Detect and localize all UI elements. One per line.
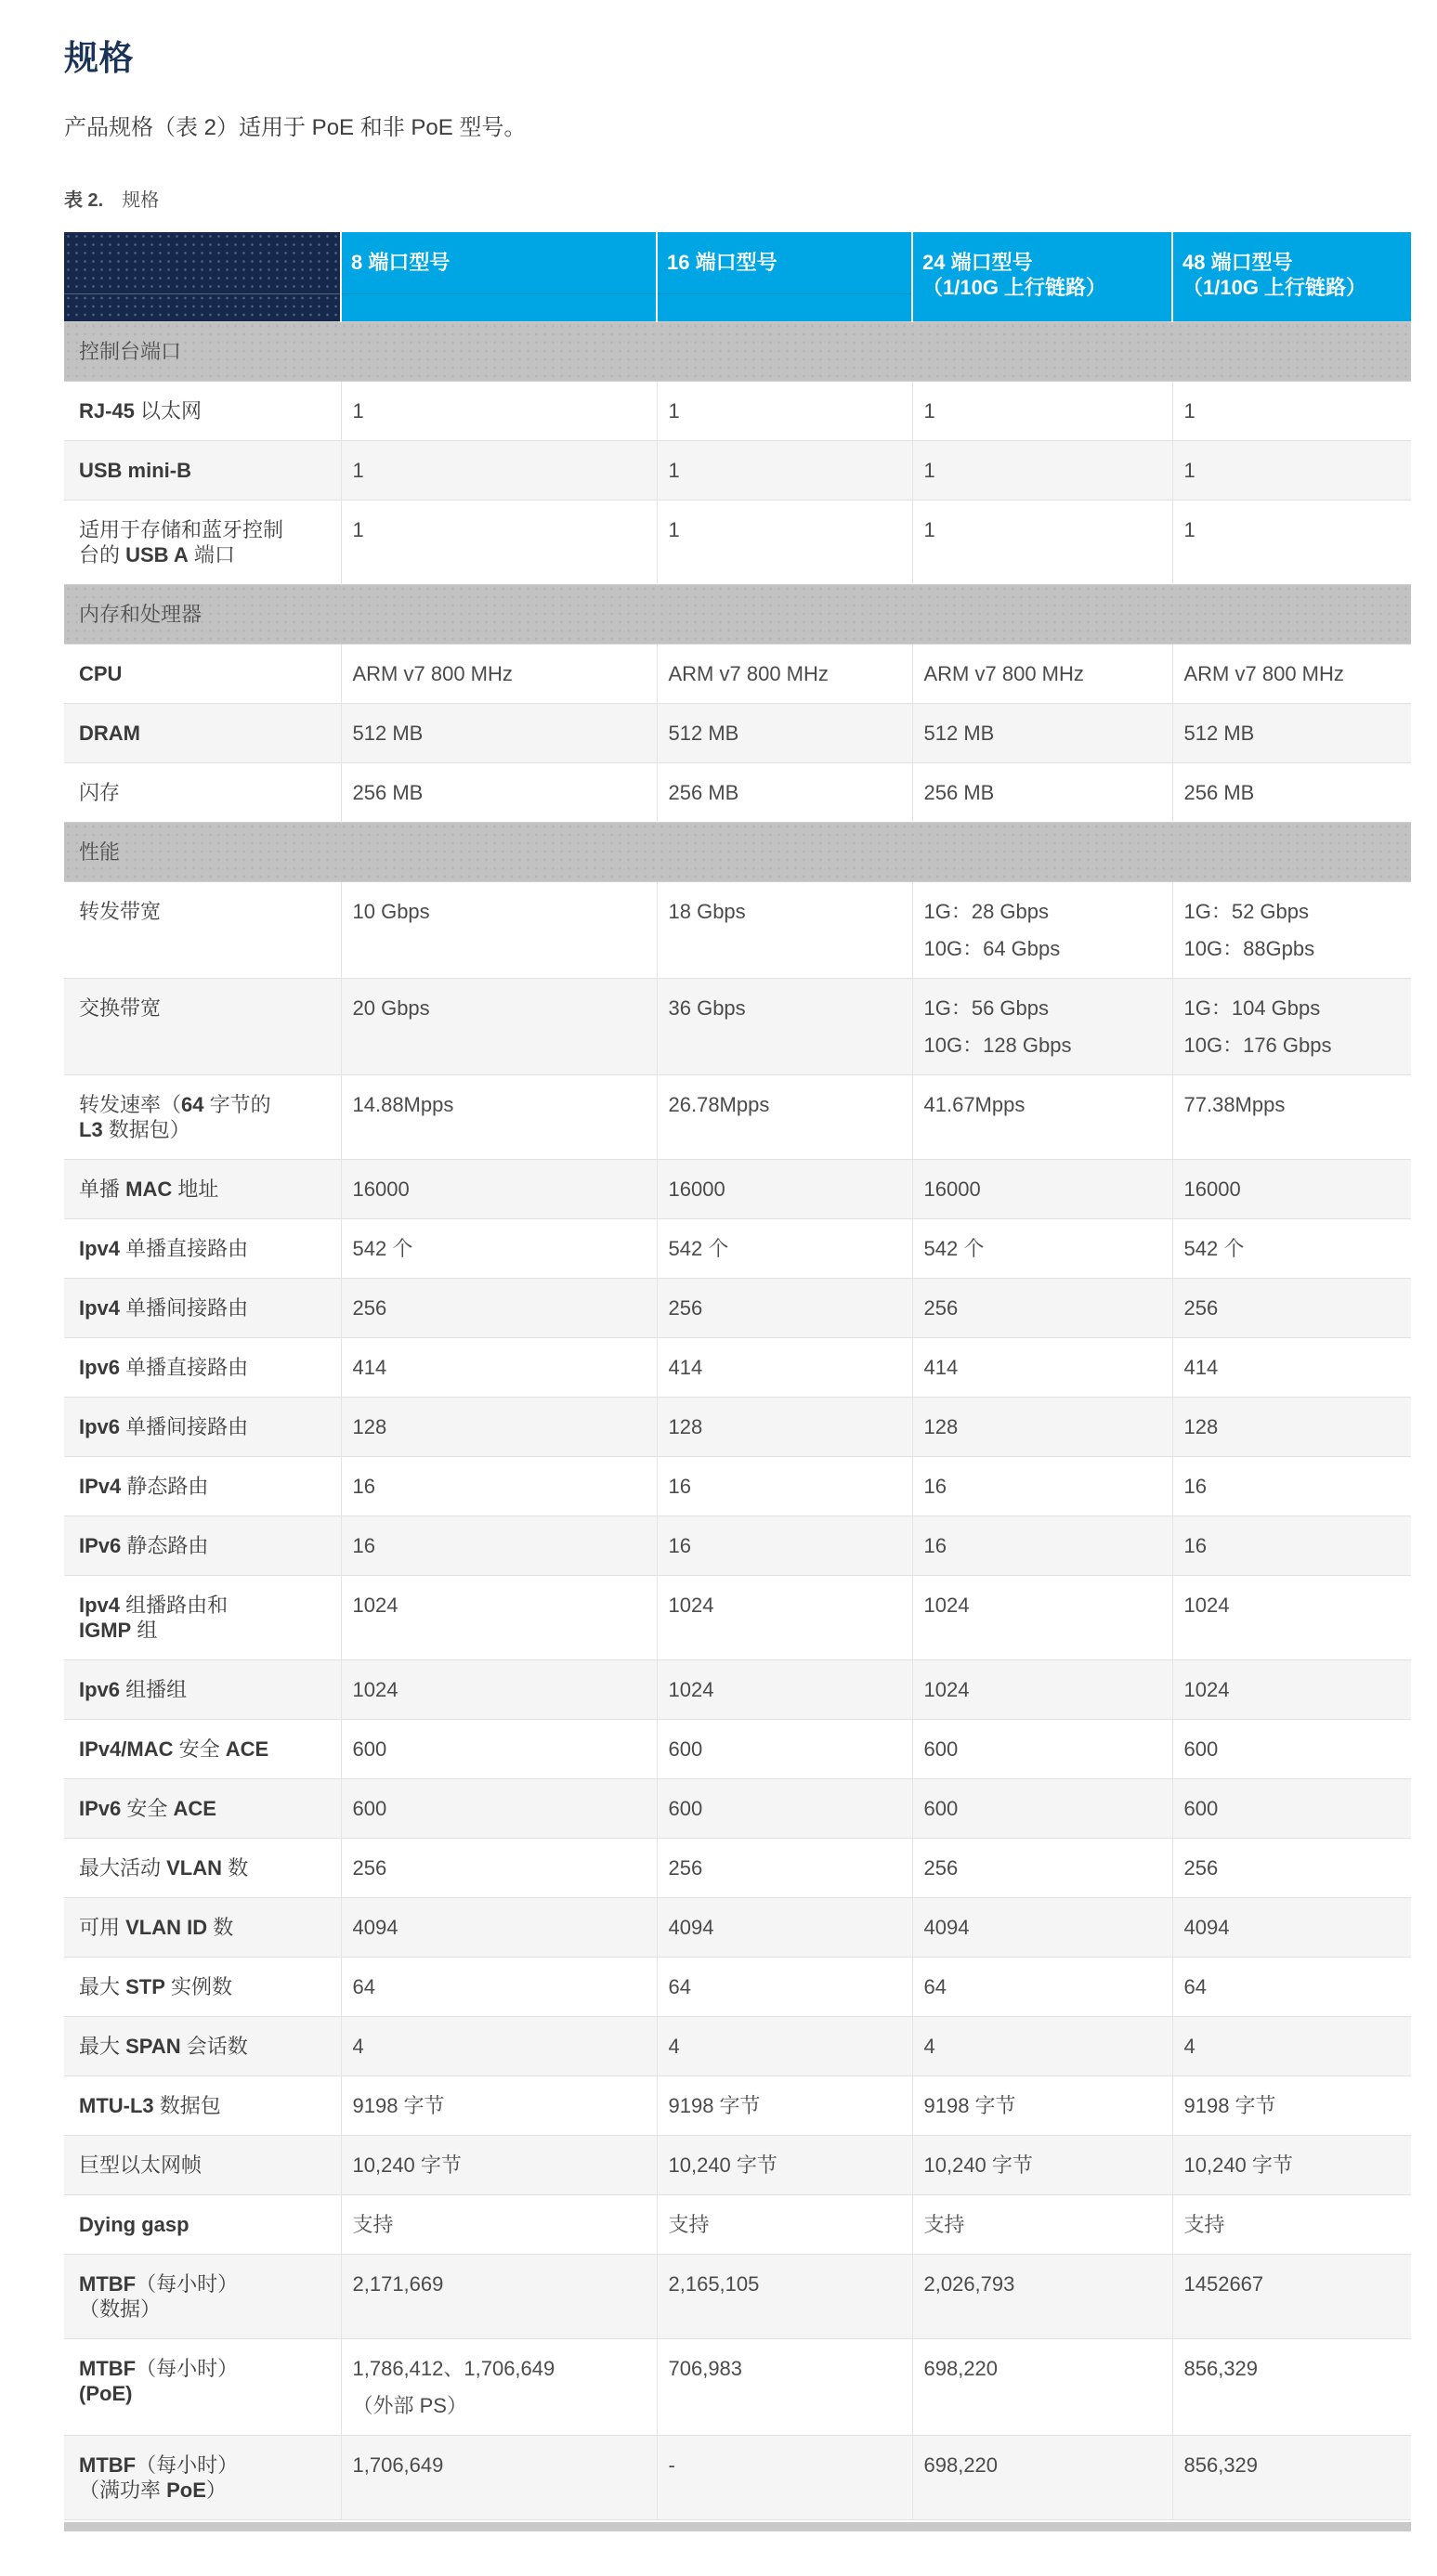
table-row [64,1516,1411,1575]
spec-value-cell: ARM v7 800 MHz [341,644,657,703]
spec-value-cell: 36 Gbps [657,978,912,1074]
spec-value-cell: 1 [1172,381,1411,440]
spec-value-cell: 10,240 字节 [341,2135,657,2194]
table-row [64,1159,1411,1218]
spec-value-cell: ARM v7 800 MHz [912,644,1172,703]
spec-value-cell: 600 [657,1778,912,1838]
table-row [64,1778,1411,1838]
spec-value-cell: 256 [657,1278,912,1337]
spec-value-cell: 512 MB [912,703,1172,762]
section-header: 控制台端口 [64,321,1411,381]
spec-value-cell: 1,706,649 [341,2435,657,2519]
spec-value-cell: 1024 [657,1659,912,1719]
spec-value-cell: 16 [341,1516,657,1575]
spec-value-cell: 1G：28 Gbps 10G：64 Gbps [912,881,1172,978]
spec-row-label: Dying gasp [64,2194,341,2254]
table-row [64,1897,1411,1957]
spec-row-label: IPv6 静态路由 [64,1516,341,1575]
table-row [64,2254,1411,2338]
spec-value-cell: 1024 [341,1659,657,1719]
spec-value-cell: 1 [912,381,1172,440]
spec-value-cell: 512 MB [657,703,912,762]
spec-value-cell: 9198 字节 [341,2075,657,2135]
spec-value-cell: 64 [912,1957,1172,2016]
section-header: 性能 [64,822,1411,881]
spec-value-cell: 414 [341,1337,657,1397]
spec-value-cell: 542 个 [341,1218,657,1278]
spec-value-cell: 1024 [1172,1659,1411,1719]
spec-value-cell: 698,220 [912,2338,1172,2435]
horizontal-scrollbar[interactable] [64,2522,1411,2531]
spec-value-cell: 1 [657,440,912,500]
column-header-2: 16 端口型号 [657,232,912,293]
spec-value-cell: 128 [657,1397,912,1456]
spec-value-cell: 16 [657,1516,912,1575]
spec-row-label: 巨型以太网帧 [64,2135,341,2194]
spec-value-cell: 4 [657,2016,912,2075]
table-row [64,381,1411,440]
spec-row-label: IPv6 安全 ACE [64,1778,341,1838]
table-row [64,1218,1411,1278]
spec-row-label: 适用于存储和蓝牙控制 台的 USB A 端口 [64,500,341,584]
spec-row-label: Ipv4 组播路由和 IGMP 组 [64,1575,341,1659]
spec-value-cell: 10,240 字节 [657,2135,912,2194]
table-row [64,881,1411,978]
spec-value-cell: 支持 [657,2194,912,2254]
spec-row-label: Ipv4 单播间接路由 [64,1278,341,1337]
spec-value-cell: 542 个 [912,1218,1172,1278]
table-row [64,1337,1411,1397]
spec-value-cell: 1 [1172,440,1411,500]
spec-row-label: Ipv4 单播直接路由 [64,1218,341,1278]
spec-value-cell: 256 MB [657,762,912,822]
spec-row-label: DRAM [64,703,341,762]
table-row [64,978,1411,1074]
spec-value-cell: 20 Gbps [341,978,657,1074]
spec-value-cell: 1 [341,381,657,440]
column-header-spacer [657,293,912,321]
spec-row-label: 闪存 [64,762,341,822]
spec-value-cell: 256 [341,1278,657,1337]
spec-value-cell: 77.38Mpps [1172,1074,1411,1159]
table-row [64,1659,1411,1719]
spec-value-cell: 256 MB [1172,762,1411,822]
spec-value-cell: 1452667 [1172,2254,1411,2338]
spec-table [64,232,1411,2520]
spec-value-cell: 256 MB [912,762,1172,822]
spec-value-cell: 4 [341,2016,657,2075]
table-row [64,1397,1411,1456]
table-row [64,2194,1411,2254]
spec-value-cell: 128 [912,1397,1172,1456]
spec-value-cell: 1 [657,381,912,440]
spec-value-cell: 4 [912,2016,1172,2075]
column-header-4: 48 端口型号 （1/10G 上行链路） [1172,232,1411,321]
spec-row-label: Ipv6 单播直接路由 [64,1337,341,1397]
spec-value-cell: 9198 字节 [1172,2075,1411,2135]
spec-value-cell: 706,983 [657,2338,912,2435]
spec-value-cell: 10 Gbps [341,881,657,978]
intro-text: 产品规格（表 2）适用于 PoE 和非 PoE 型号。 [64,115,527,140]
spec-value-cell: 414 [912,1337,1172,1397]
spec-value-cell: 16 [657,1456,912,1516]
spec-value-cell: 4 [1172,2016,1411,2075]
spec-value-cell: 16000 [1172,1159,1411,1218]
spec-value-cell: 16 [912,1456,1172,1516]
spec-value-cell: 18 Gbps [657,881,912,978]
spec-value-cell: 542 个 [1172,1218,1411,1278]
spec-value-cell: 1 [912,440,1172,500]
spec-row-label: 单播 MAC 地址 [64,1159,341,1218]
spec-value-cell: 600 [912,1719,1172,1778]
spec-value-cell: 支持 [1172,2194,1411,2254]
spec-value-cell: 16 [912,1516,1172,1575]
spec-value-cell: 1 [912,500,1172,584]
spec-value-cell: 16000 [657,1159,912,1218]
spec-value-cell: 16 [1172,1516,1411,1575]
spec-value-cell: 1024 [912,1575,1172,1659]
spec-value-cell: 支持 [341,2194,657,2254]
table-caption [64,185,1411,212]
table-row [64,1957,1411,2016]
table-corner-cell [64,232,341,293]
spec-value-cell: 1,786,412、1,706,649 （外部 PS） [341,2338,657,2435]
spec-value-cell: 64 [657,1957,912,2016]
spec-value-cell: 256 [1172,1838,1411,1897]
spec-row-label: 可用 VLAN ID 数 [64,1897,341,1957]
spec-value-cell: 1G：104 Gbps 10G：176 Gbps [1172,978,1411,1074]
spec-value-cell: 128 [1172,1397,1411,1456]
spec-value-cell: 600 [341,1719,657,1778]
spec-value-cell: 16 [341,1456,657,1516]
spec-row-label: USB mini-B [64,440,341,500]
spec-value-cell: 512 MB [1172,703,1411,762]
spec-row-label: Ipv6 组播组 [64,1659,341,1719]
spec-row-label: IPv4 静态路由 [64,1456,341,1516]
table-row [64,1575,1411,1659]
spec-value-cell: 1024 [912,1659,1172,1719]
spec-row-label: 转发带宽 [64,881,341,978]
spec-value-cell: 26.78Mpps [657,1074,912,1159]
spec-value-cell: 4094 [1172,1897,1411,1957]
column-header-1: 8 端口型号 [341,232,657,293]
spec-value-cell: 1024 [341,1575,657,1659]
spec-row-label: CPU [64,644,341,703]
spec-value-cell: 600 [1172,1719,1411,1778]
spec-value-cell: 64 [1172,1957,1411,2016]
spec-value-cell: 16000 [341,1159,657,1218]
table-row [64,1719,1411,1778]
spec-value-cell: 542 个 [657,1218,912,1278]
table-row [64,1074,1411,1159]
spec-value-cell: 64 [341,1957,657,2016]
spec-value-cell: 512 MB [341,703,657,762]
column-header-spacer [341,293,657,321]
spec-value-cell: 10,240 字节 [1172,2135,1411,2194]
spec-value-cell: 4094 [912,1897,1172,1957]
spec-value-cell: 1 [341,500,657,584]
spec-value-cell: - [657,2435,912,2519]
table-caption-number: 表 2. [64,190,104,211]
spec-value-cell: 1024 [1172,1575,1411,1659]
spec-value-cell: 256 [341,1838,657,1897]
spec-row-label: MTBF（每小时） (PoE) [64,2338,341,2435]
spec-value-cell: 10,240 字节 [912,2135,1172,2194]
spec-value-cell: 2,171,669 [341,2254,657,2338]
page-title: 规格 [64,39,134,77]
spec-row-label: 最大活动 VLAN 数 [64,1838,341,1897]
spec-value-cell: 256 [657,1838,912,1897]
spec-value-cell: 1G：52 Gbps 10G：88Gpbs [1172,881,1411,978]
spec-value-cell: 1G：56 Gbps 10G：128 Gbps [912,978,1172,1074]
spec-value-cell: 256 MB [341,762,657,822]
table-row [64,500,1411,584]
spec-row-label: RJ-45 以太网 [64,381,341,440]
table-row [64,2075,1411,2135]
table-row [64,2016,1411,2075]
table-row [64,440,1411,500]
spec-value-cell: 9198 字节 [657,2075,912,2135]
table-corner-cell [64,293,341,321]
table-row [64,1278,1411,1337]
table-row [64,2135,1411,2194]
spec-row-label: Ipv6 单播间接路由 [64,1397,341,1456]
spec-value-cell: 414 [1172,1337,1411,1397]
spec-row-label: MTU-L3 数据包 [64,2075,341,2135]
spec-value-cell: 856,329 [1172,2338,1411,2435]
spec-value-cell: ARM v7 800 MHz [657,644,912,703]
spec-value-cell: 1024 [657,1575,912,1659]
spec-row-label: MTBF（每小时） （满功率 PoE） [64,2435,341,2519]
spec-row-label: IPv4/MAC 安全 ACE [64,1719,341,1778]
spec-value-cell: 16000 [912,1159,1172,1218]
spec-value-cell: 256 [1172,1278,1411,1337]
spec-value-cell: 1 [1172,500,1411,584]
spec-value-cell: 41.67Mpps [912,1074,1172,1159]
table-caption-title: 规格 [122,190,160,211]
spec-value-cell: 2,165,105 [657,2254,912,2338]
spec-value-cell: 256 [912,1838,1172,1897]
spec-value-cell: 1 [341,440,657,500]
column-header-3: 24 端口型号 （1/10G 上行链路） [912,232,1172,321]
spec-value-cell: 256 [912,1278,1172,1337]
spec-value-cell: 16 [1172,1456,1411,1516]
table-row [64,703,1411,762]
spec-value-cell: 698,220 [912,2435,1172,2519]
spec-value-cell: 414 [657,1337,912,1397]
spec-value-cell: 4094 [341,1897,657,1957]
spec-value-cell: 14.88Mpps [341,1074,657,1159]
table-row [64,2338,1411,2435]
spec-row-label: 转发速率（64 字节的 L3 数据包） [64,1074,341,1159]
section-header: 内存和处理器 [64,584,1411,644]
spec-value-cell: 600 [341,1778,657,1838]
spec-value-cell: 支持 [912,2194,1172,2254]
spec-value-cell: 1 [657,500,912,584]
spec-row-label: 交换带宽 [64,978,341,1074]
spec-value-cell: 9198 字节 [912,2075,1172,2135]
table-row [64,2435,1411,2519]
table-row [64,762,1411,822]
table-row [64,1456,1411,1516]
spec-value-cell: 856,329 [1172,2435,1411,2519]
spec-value-cell: 128 [341,1397,657,1456]
spec-row-label: 最大 STP 实例数 [64,1957,341,2016]
table-row [64,644,1411,703]
spec-row-label: MTBF（每小时） （数据） [64,2254,341,2338]
spec-value-cell: 4094 [657,1897,912,1957]
spec-value-cell: 2,026,793 [912,2254,1172,2338]
table-row [64,1838,1411,1897]
spec-value-cell: ARM v7 800 MHz [1172,644,1411,703]
spec-row-label: 最大 SPAN 会话数 [64,2016,341,2075]
spec-value-cell: 600 [912,1778,1172,1838]
spec-value-cell: 600 [1172,1778,1411,1838]
spec-value-cell: 600 [657,1719,912,1778]
